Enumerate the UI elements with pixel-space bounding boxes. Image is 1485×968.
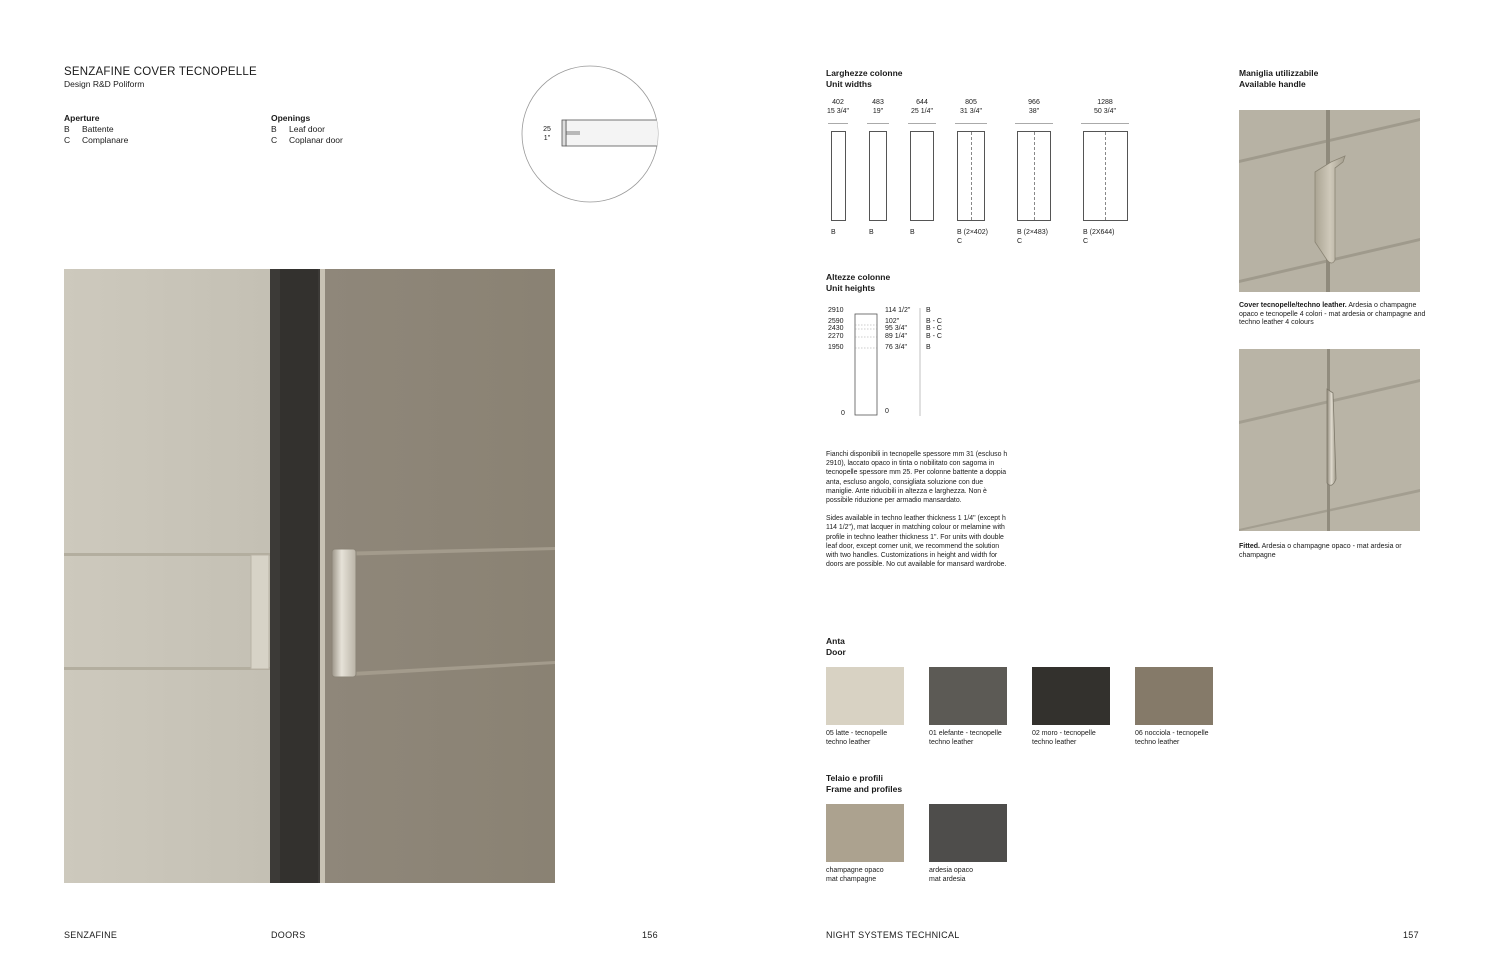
swatch-label: champagne opaco mat champagne: [826, 867, 884, 883]
unit-heights-diagram: [826, 304, 956, 424]
door-finishes-heading: Anta Door: [826, 636, 846, 657]
swatch-label: 02 moro - tecnopelle techno leather: [1032, 730, 1096, 746]
unit-widths-heading: Larghezze colonne Unit widths: [826, 68, 903, 89]
dimension-line: [908, 123, 936, 124]
height-zero-mm: 0: [841, 410, 845, 417]
handle-caption-fitted: Fitted. Ardesia o champagne opaco - mat ardesia or champagne: [1239, 543, 1402, 559]
height-inch-label: 114 1/2": [885, 307, 911, 314]
handle-photo-fitted: [1239, 349, 1420, 531]
unit-width-label: 644 25 1/4": [911, 99, 933, 115]
openings-item: C Coplanar door: [271, 135, 343, 145]
swatch-champagne: [826, 804, 904, 862]
frame-swatch: [826, 804, 926, 884]
page-number-right: 157: [1403, 930, 1419, 940]
height-mm-label: 2910: [828, 307, 844, 314]
footer-left-section: DOORS: [271, 930, 306, 940]
description-italian: Fianchi disponibili in tecnopelle spessore mm 31 (escluso h 2910), laccato opaco in tinta o nobilitato con sagoma in tecnopelle spessore mm 25. Per colonne battente a doppia anta, escluso angolo, consigliata soluzione con due maniglie. Ante riducibili in altezza e larghezza. Non è possibile riduzione per armadio mansardato.: [826, 451, 1008, 505]
door-swatch: [826, 667, 926, 747]
aperture-item: C Complanare: [64, 135, 129, 145]
height-code-label: B - C: [926, 318, 942, 325]
swatch-elefante: [929, 667, 1007, 725]
openings-item: B Leaf door: [271, 124, 325, 134]
door-split-line: [1034, 132, 1035, 220]
swatch-label: 01 elefante - tecnopelle techno leather: [929, 730, 1002, 746]
height-inch-label: 89 1/4": [885, 333, 907, 340]
height-code-label: B: [926, 307, 931, 314]
unit-width-code: B (2×483) C: [1017, 229, 1048, 245]
aperture-heading: Aperture: [64, 113, 100, 123]
height-mm-label: 2430: [828, 325, 844, 332]
height-mm-label: 2590: [828, 318, 844, 325]
swatch-latte: [826, 667, 904, 725]
frame-swatch: [929, 804, 1029, 884]
door-photo: [64, 269, 555, 883]
product-designer: Design R&D Poliform: [64, 79, 145, 89]
profile-thickness-label: 25 1": [543, 126, 551, 142]
product-title: SENZAFINE COVER TECNOPELLE: [64, 66, 257, 78]
aperture-list: [64, 113, 244, 146]
unit-width-code: B: [910, 229, 915, 236]
page-number-left: 156: [642, 930, 658, 940]
swatch-label: 05 latte - tecnopelle techno leather: [826, 730, 888, 746]
unit-width-code: B: [869, 229, 874, 236]
unit-width-label: 402 15 3/4": [827, 99, 849, 115]
openings-heading: Openings: [271, 113, 311, 123]
height-code-label: B: [926, 344, 931, 351]
handle-heading: Maniglia utilizzabile Available handle: [1239, 68, 1319, 89]
height-mm-label: 1950: [828, 344, 844, 351]
height-inch-label: 95 3/4": [885, 325, 907, 332]
height-mm-label: 2270: [828, 333, 844, 340]
frame-finishes-heading: Telaio e profili Frame and profiles: [826, 773, 903, 794]
dimension-line: [1015, 123, 1053, 124]
description-english: Sides available in techno leather thickness 1 1/4" (except h 114 1/2"), mat lacquer in matching colour or melamine with profile in techno leather thickness 1". For units with double leaf door, except corner unit, we recommend the solution with two handles. Customizations in height and width for doors are possible. No cut available for mansard wardrobe.: [826, 515, 1007, 569]
aperture-item: B Battente: [64, 124, 114, 134]
unit-width-code: B (2X644) C: [1083, 229, 1115, 245]
height-zero-inch: 0: [885, 408, 889, 415]
unit-width-code: B: [831, 229, 836, 236]
unit-width-column: [910, 131, 934, 221]
swatch-label: ardesia opaco mat ardesia: [929, 867, 973, 883]
unit-width-code: B (2×402) C: [957, 229, 988, 245]
swatch-label: 06 nocciola - tecnopelle techno leather: [1135, 730, 1209, 746]
unit-width-label: 966 38": [1028, 99, 1040, 115]
footer-left-brand: SENZAFINE: [64, 930, 118, 940]
openings-list: [271, 113, 451, 146]
height-inch-label: 102": [885, 318, 900, 325]
handle-photo-cover: [1239, 110, 1420, 292]
unit-width-label: 805 31 3/4": [960, 99, 982, 115]
height-code-label: B - C: [926, 333, 942, 340]
dimension-line: [955, 123, 987, 124]
footer-right-section: NIGHT SYSTEMS TECHNICAL: [826, 930, 960, 940]
door-split-line: [971, 132, 972, 220]
unit-width-label: 1288 50 3/4": [1094, 99, 1116, 115]
unit-width-column: [831, 131, 846, 221]
swatch-nocciola: [1135, 667, 1213, 725]
handle-caption-cover: Cover tecnopelle/techno leather. Ardesia o champagne opaco e tecnopelle 4 colori - mat ardesia or champagne and techno leather 4 colours: [1239, 302, 1426, 326]
profile-detail-diagram: [520, 64, 660, 204]
description-text: [826, 450, 1012, 569]
swatch-ardesia: [929, 804, 1007, 862]
unit-widths-diagram: [820, 96, 1150, 250]
height-inch-label: 76 3/4": [885, 344, 907, 351]
unit-width-label: 483 19": [872, 99, 884, 115]
door-swatch: [1135, 667, 1235, 747]
height-code-label: B - C: [926, 325, 942, 332]
unit-width-column: [869, 131, 887, 221]
unit-heights-heading: Altezze colonne Unit heights: [826, 272, 891, 293]
swatch-moro: [1032, 667, 1110, 725]
dimension-line: [1081, 123, 1129, 124]
door-split-line: [1105, 132, 1106, 220]
door-swatch: [1032, 667, 1132, 747]
dimension-line: [867, 123, 889, 124]
dimension-line: [828, 123, 848, 124]
door-swatch: [929, 667, 1029, 747]
